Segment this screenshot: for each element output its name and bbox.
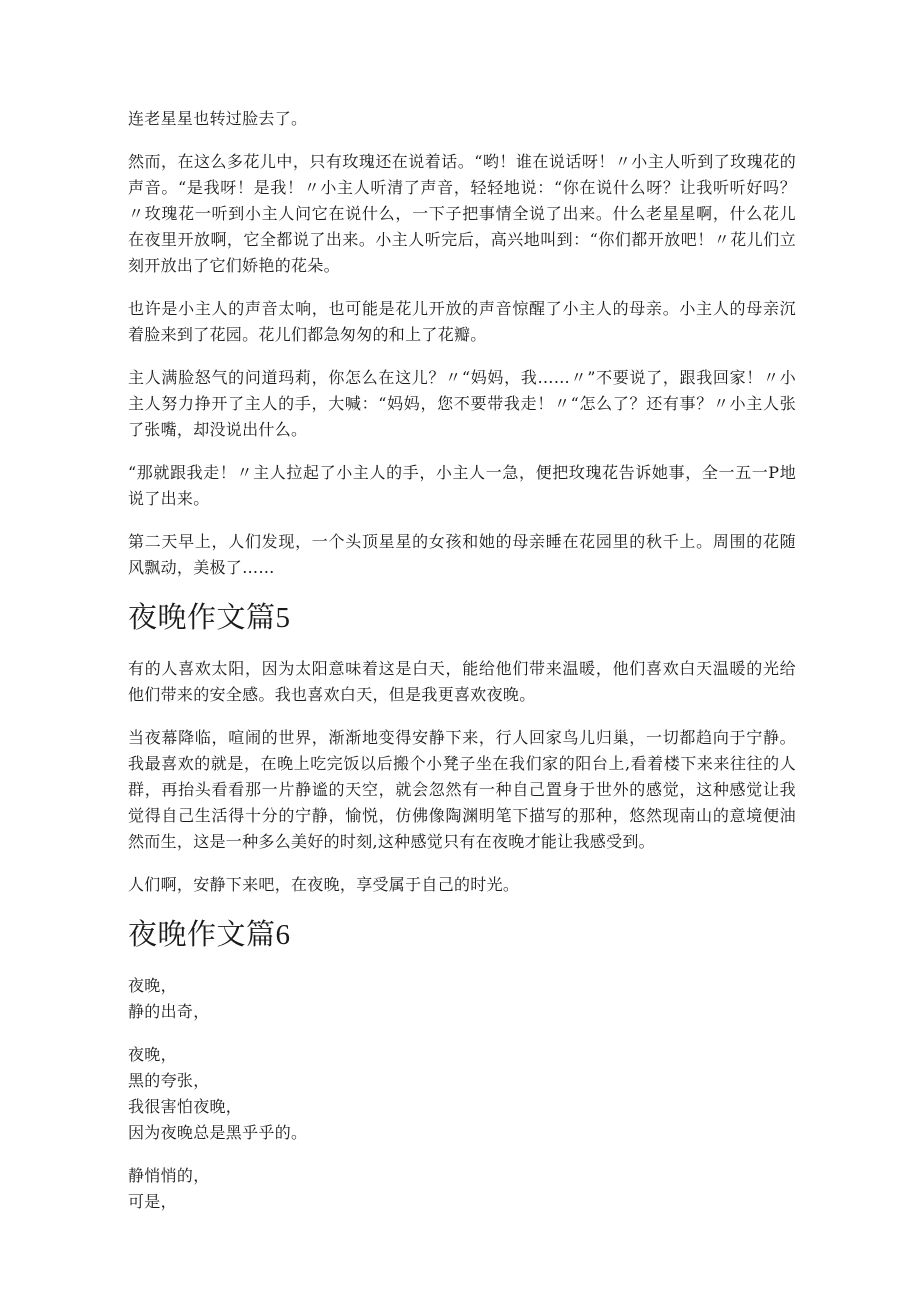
poem-stanza (128, 973, 796, 1025)
paragraph: 当夜幕降临，喧闹的世界，渐渐地变得安静下来，行人回家鸟儿归巢，一切都趋向于宁静。我最喜欢的就是，在晚上吃完饭以后搬个小凳子坐在我们家的阳台上,看着楼下来来往往的人群，再抬头看看那一片静谧的天空，就会忽然有一种自己置身于世外的感觉，这种感觉让我觉得自己生活得十分的宁静，愉悦，仿佛像陶渊明笔下描写的那种，悠然现南山的意境便油然而生，这是一种多么美好的时刻,这种感觉只有在夜晚才能让我感受到。 (128, 728, 796, 851)
poem-line: 静的出奇， (128, 1002, 210, 1021)
poem-stanza (128, 1042, 796, 1146)
paragraph: 有的人喜欢太阳，因为太阳意味着这是白天，能给他们带来温暖，他们喜欢白天温暖的光给他们带来的安全感。我也喜欢白天，但是我更喜欢夜晚。 (128, 659, 796, 704)
paragraph: 连老星星也转过脸去了。 (128, 109, 308, 128)
paragraph: 也许是小主人的声音太响，也可能是花儿开放的声音惊醒了小主人的母亲。小主人的母亲沉着脸来到了花园。花儿们都急匆匆的和上了花瓣。 (128, 299, 796, 344)
paragraph: “那就跟我走！〃主人拉起了小主人的手，小主人一急，便把玫瑰花告诉她事，全一五一P地说了出来。 (128, 463, 796, 508)
section-heading-6: 夜晚作文篇6 (128, 919, 291, 951)
poem-line: 夜晚， (128, 976, 177, 995)
poem-stanza (128, 1163, 796, 1215)
poem-line: 可是， (128, 1192, 177, 1211)
poem-line: 夜晚， (128, 1045, 177, 1064)
poem-line: 静悄悄的， (128, 1166, 210, 1185)
poem-line: 因为夜晚总是黑乎乎的。 (128, 1123, 308, 1142)
paragraph: 人们啊，安静下来吧，在夜晚，享受属于自己的时光。 (128, 875, 520, 894)
document-page (128, 106, 796, 1232)
paragraph: 第二天早上，人们发现，一个头顶星星的女孩和她的母亲睡在花园里的秋千上。周围的花随风飘动，美极了…… (128, 532, 796, 577)
paragraph: 然而，在这么多花儿中，只有玫瑰还在说着话。“哟！谁在说话呀！〃小主人听到了玫瑰花的声音。“是我呀！是我！〃小主人听清了声音，轻轻地说：“你在说什么呀？让我听听好吗？〃玫瑰花一听到小主人问它在说什么，一下子把事情全说了出来。什么老星星啊，什么花儿在夜里开放啊，它全都说了出来。小主人听完后，高兴地叫到：“你们都开放吧！〃花儿们立刻开放出了它们娇艳的花朵。 (128, 152, 796, 275)
poem-line: 黑的夸张， (128, 1071, 210, 1090)
poem-line: 我很害怕夜晚， (128, 1097, 243, 1116)
paragraph: 主人满脸怒气的问道玛莉，你怎么在这儿？〃“妈妈，我……〃”不要说了，跟我回家！〃小主人努力挣开了主人的手，大喊：“妈妈，您不要带我走！〃“怎么了？还有事？〃小主人张了张嘴，却没说出什么。 (128, 368, 796, 439)
section-heading-5: 夜晚作文篇5 (128, 602, 291, 634)
